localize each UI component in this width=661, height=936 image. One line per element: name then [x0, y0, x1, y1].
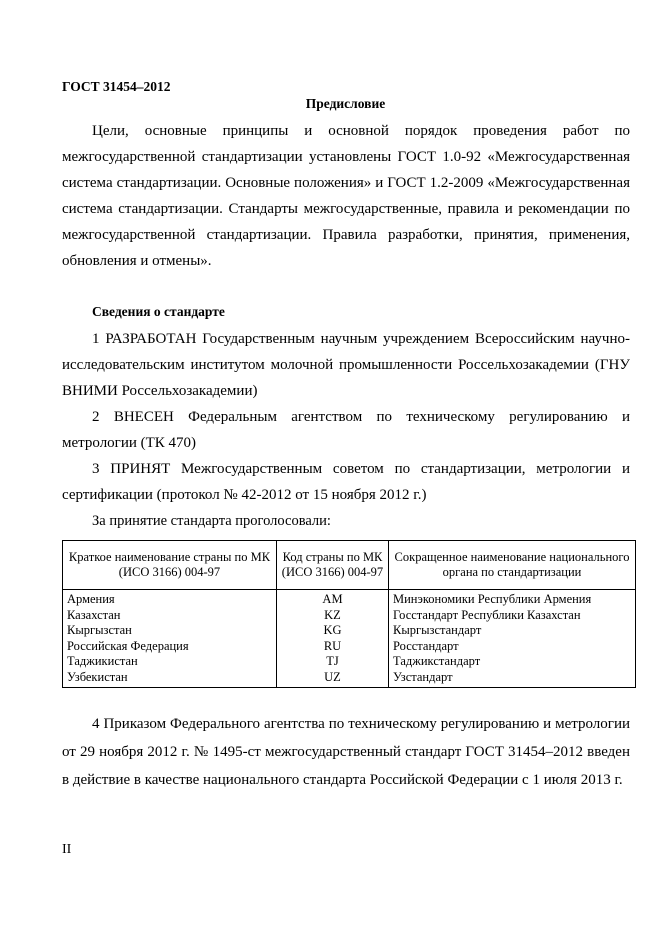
- preface-title: Предисловие: [305, 96, 386, 111]
- table-row: [63, 590, 636, 608]
- page-number: II: [62, 842, 72, 857]
- code-cell: UZ: [277, 670, 389, 688]
- voting-table: [62, 540, 636, 688]
- table-row: [63, 670, 636, 688]
- info-item-2: 2 ВНЕСЕН Федеральным агентством по техническому регулированию и метрологии (ТК 470): [62, 409, 630, 451]
- preface-paragraph: Цели, основные принципы и основной порядок проведения работ по межгосударственной стандартизации установлены ГОСТ 1.0-92 «Межгосударственная система стандартизации. Основные положения» и ГОСТ 1.2-2009 «Межгосударственная система стандартизации. Стандарты межгосударственные, правила и рекомендации по межгосударственной стандартизации. Правила разработки, принятия, применения, обновления и отмены».: [62, 123, 630, 269]
- table-header-row: [63, 541, 636, 590]
- info-item-3: 3 ПРИНЯТ Межгосударственным советом по стандартизации, метрологии и сертификации (протокол № 42-2012 от 15 ноября 2012 г.): [62, 461, 630, 503]
- info-item-1: 1 РАЗРАБОТАН Государственным научным учреждением Всероссийским научно-исследовательским институтом молочной промышленности Россельхозакадемии (ГНУ ВНИМИ Россельхозакадемии): [62, 331, 630, 399]
- body-cell: Росстандарт: [389, 639, 636, 655]
- country-cell: Таджикистан: [63, 654, 277, 670]
- body-cell: Узстандарт: [389, 670, 636, 688]
- body-cell: Минэкономики Республики Армения: [389, 590, 636, 608]
- document-header: ГОСТ 31454–2012: [62, 79, 171, 94]
- table-row: [63, 639, 636, 655]
- country-cell: Российская Федерация: [63, 639, 277, 655]
- header-code: Код страны по МК (ИСО 3166) 004-97: [277, 541, 389, 590]
- body-cell: Кыргызстандарт: [389, 623, 636, 639]
- table-row: [63, 654, 636, 670]
- code-cell: KZ: [277, 608, 389, 624]
- code-cell: RU: [277, 639, 389, 655]
- country-cell: Узбекистан: [63, 670, 277, 688]
- table-row: [63, 623, 636, 639]
- table-row: [63, 608, 636, 624]
- body-cell: Госстандарт Республики Казахстан: [389, 608, 636, 624]
- code-cell: TJ: [277, 654, 389, 670]
- voted-line: За принятие стандарта проголосовали:: [92, 513, 331, 529]
- code-cell: KG: [277, 623, 389, 639]
- body-cell: Таджикстандарт: [389, 654, 636, 670]
- country-cell: Казахстан: [63, 608, 277, 624]
- header-country: Краткое наименование страны по МК (ИСО 3166) 004-97: [63, 541, 277, 590]
- header-body: Сокращенное наименование национального органа по стандартизации: [389, 541, 636, 590]
- info-title: Сведения о стандарте: [92, 304, 225, 319]
- info-item-4: 4 Приказом Федерального агентства по техническому регулированию и метрологии от 29 ноября 2012 г. № 1495-ст межгосударственный стандарт ГОСТ 31454–2012 введен в действие в качестве национального стандарта Российской Федерации с 1 июля 2013 г.: [62, 716, 630, 788]
- country-cell: Кыргызстан: [63, 623, 277, 639]
- country-cell: Армения: [63, 590, 277, 608]
- code-cell: AM: [277, 590, 389, 608]
